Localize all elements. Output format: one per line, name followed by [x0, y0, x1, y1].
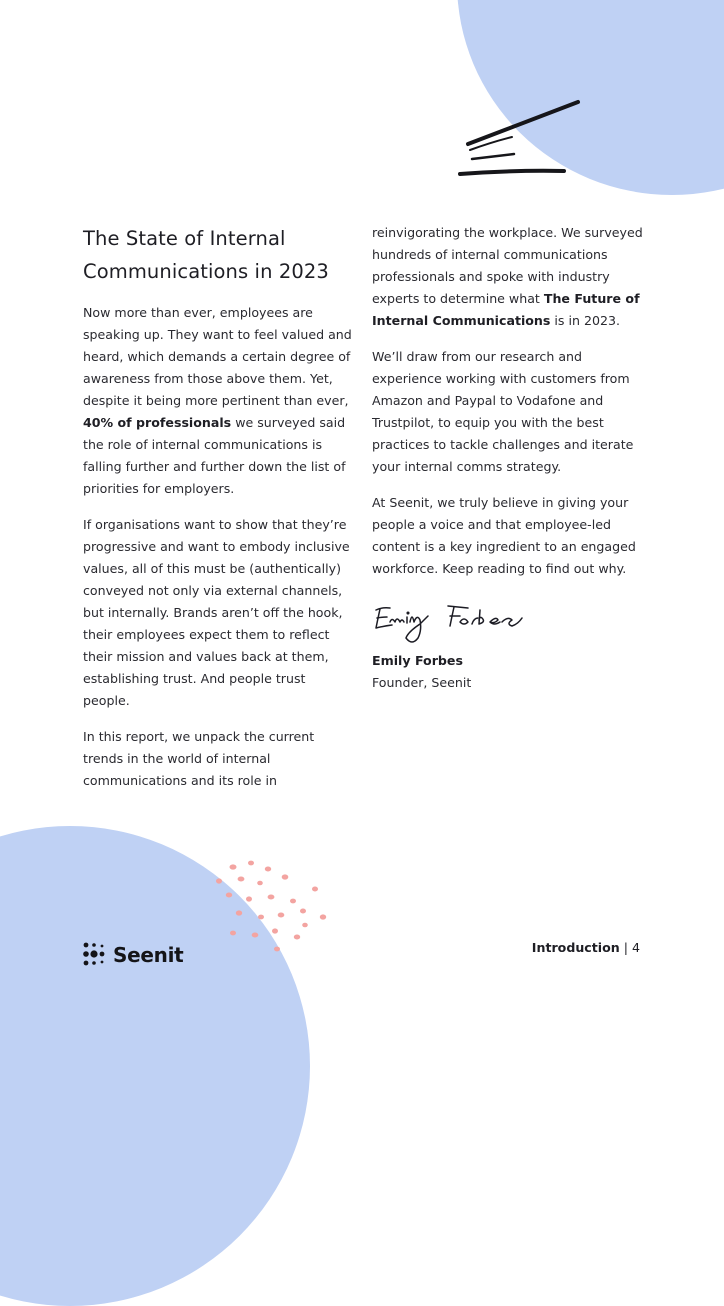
- title-line-1: The State of Internal: [83, 227, 286, 250]
- confetti-dots-icon: [205, 855, 335, 960]
- title-line-2: Communications in 2023: [83, 260, 329, 283]
- survey-text-end: is in 2023.: [550, 313, 621, 328]
- seenit-dots-icon: [82, 941, 106, 969]
- intro-text-end: we surveyed said the role of internal communications is falling further and further down the list of priorities for employers.: [83, 415, 346, 496]
- page-number: 4: [631, 940, 640, 955]
- section-label: Introduction: [531, 940, 620, 955]
- survey-highlight: The Future of Internal Communications: [372, 291, 640, 328]
- page-title: [83, 222, 355, 288]
- signatory-name: Emily Forbes: [372, 653, 463, 668]
- seenit-logo: [82, 940, 183, 970]
- page-footer: [532, 938, 640, 958]
- organisations-paragraph: If organisations want to show that they’re progressive and want to embody inclusive values, all of this must be (authentically) conveyed not only via external channels, but internally. Brands aren’t off the hook, their employees expect them to reflect their mission and values back at them, establishing trust. And people trust people.: [83, 517, 350, 708]
- signature-icon: [372, 600, 532, 648]
- survey-text-start: reinvigorating the workplace. We surveyed hundreds of internal communications professionals and spoke with industry experts to determine what: [372, 225, 643, 306]
- survey-paragraph: [372, 222, 652, 332]
- signatory-role: Founder, Seenit: [372, 675, 472, 690]
- intro-text-start: Now more than ever, employees are speaking up. They want to feel valued and heard, which demands a certain degree of awareness from those above them. Yet, despite it being more pertinent than ever,: [83, 305, 352, 408]
- logo-wordmark: Seenit: [113, 943, 184, 967]
- right-column: [372, 222, 652, 694]
- report-paragraph: In this report, we unpack the current trends in the world of internal communications and its role in: [83, 729, 315, 788]
- intro-highlight: 40% of professionals: [83, 415, 232, 430]
- belief-paragraph: At Seenit, we truly believe in giving your people a voice and that employee-led content is a key ingredient to an engaged workforce. Keep reading to find out why.: [372, 495, 636, 576]
- research-paragraph: We’ll draw from our research and experience working with customers from Amazon and Paypal to Vodafone and Trustpilot, to equip you with the best practices to tackle challenges and iterate your internal comms strategy.: [372, 349, 634, 474]
- brush-stroke-icon: [452, 92, 592, 187]
- left-column: [83, 222, 355, 806]
- intro-paragraph: [83, 302, 355, 500]
- footer-separator: |: [623, 940, 628, 955]
